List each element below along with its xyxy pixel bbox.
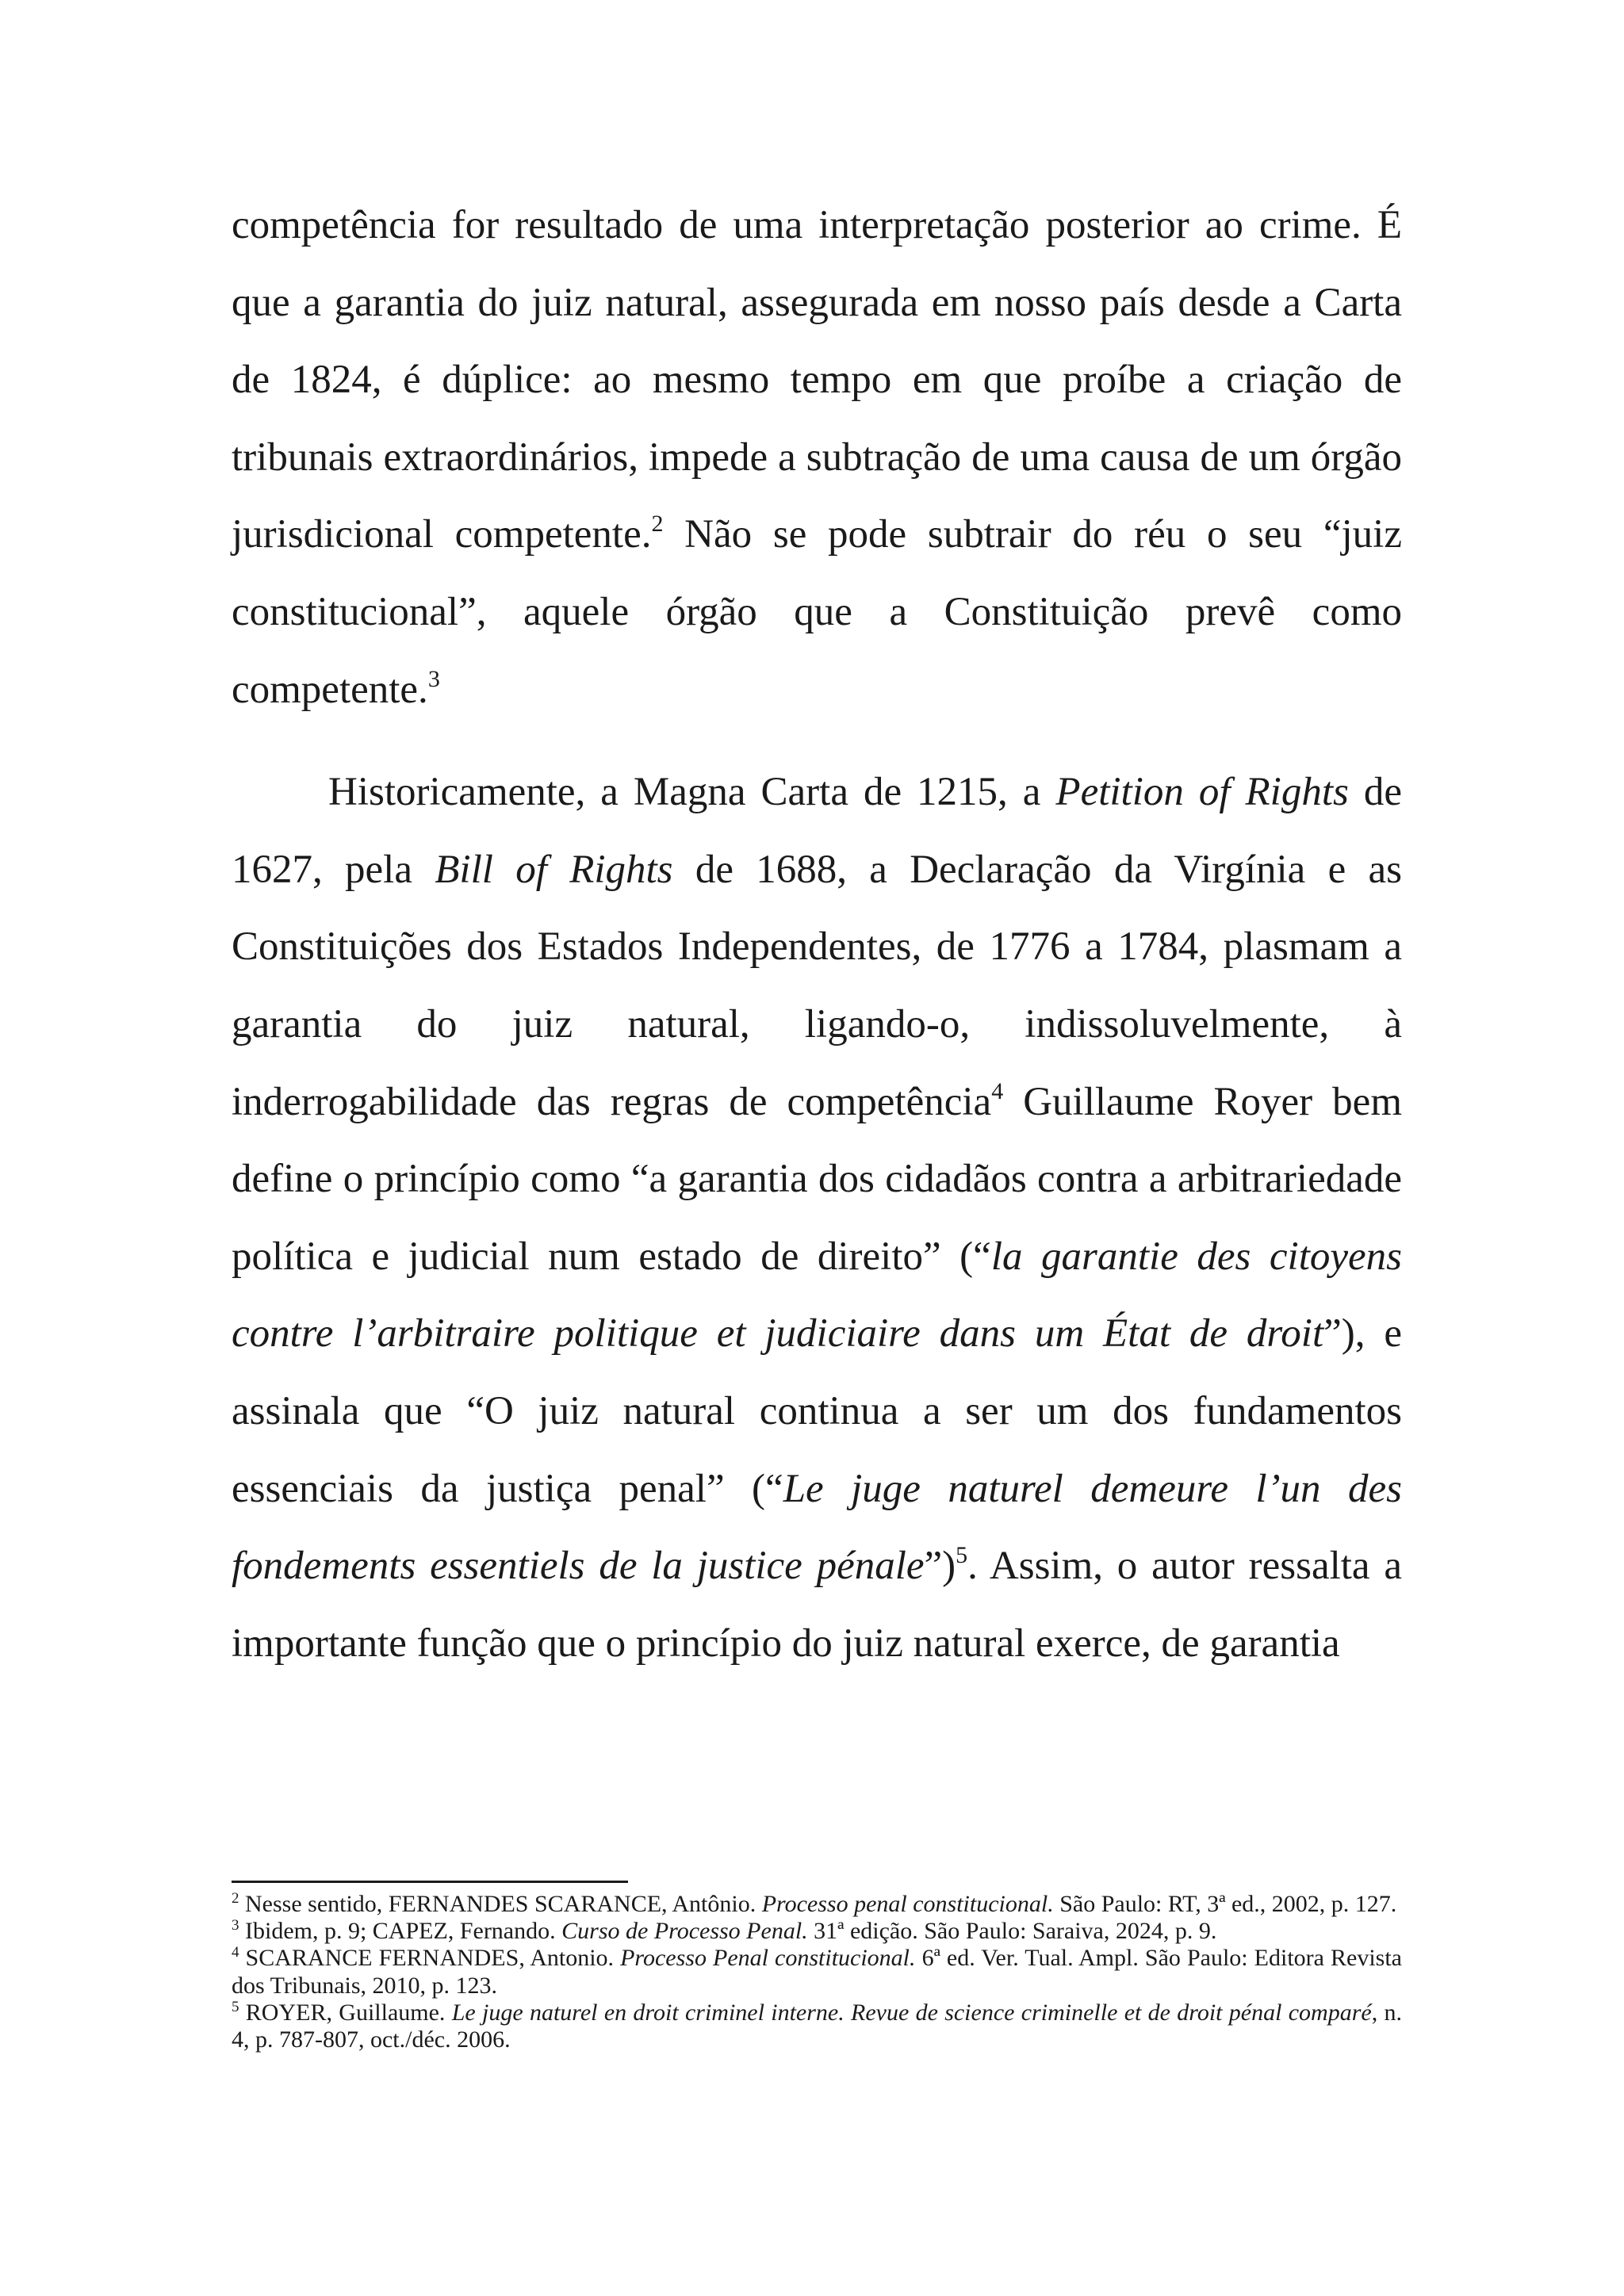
paragraph-2-text-d: Guillaume Royer bem define o princípio como “a garantia dos cidadãos contra a arbitrariedade política e judicial num estado de direito” (“ (232, 1079, 1402, 1279)
footnote-text: Nesse sentido, FERNANDES SCARANCE, Antônio. (239, 1891, 762, 1917)
paragraph-2-text-c: de 1688, a Declaração da Virgínia e as Constituições dos Estados Independentes, de 1776 a 1784, plasmam a garantia do juiz natural, ligando-o, indissoluvelmente, à inderrogabilidade das regras de competência (232, 847, 1403, 1124)
footnote-text: ROYER, Guillaume. (239, 1999, 452, 2026)
footnote-number: 3 (232, 1917, 239, 1934)
footnote-2 (232, 1891, 1402, 1918)
paragraph-1-text-b: Não se pode subtrair do réu o seu “juiz constitucional”, aquele órgão que a Constituição prevê como competente. (232, 512, 1402, 712)
footnote-ref-4[interactable]: 4 (991, 1077, 1004, 1104)
footnote-4 (232, 1945, 1402, 1999)
footnote-italic-title: Processo Penal constitucional. (620, 1945, 916, 1972)
paragraph-2-italic-quote-2: Le juge naturel demeure l’un des fondements essentiels de la justice pénale (232, 1466, 1402, 1589)
paragraph-2-italic-quote-1: la garantie des citoyens contre l’arbitraire politique et judiciaire dans um État de droit (232, 1234, 1403, 1357)
footnote-italic-title: Processo penal constitucional. (761, 1891, 1054, 1917)
paragraph-2-text-a: Historicamente, a Magna Carta de 1215, a (328, 770, 1056, 815)
footnote-text: 6ª ed. Ver. Tual. Ampl. São Paulo: Editora Revista dos Tribunais, 2010, p. 123. (232, 1945, 1402, 1999)
footnote-italic-title: Curso de Processo Penal. (561, 1918, 808, 1945)
footnote-text: SCARANCE FERNANDES, Antonio. (239, 1945, 621, 1972)
footnote-ref-3[interactable]: 3 (427, 665, 440, 692)
paragraph-1 (232, 187, 1402, 729)
paragraph-2-italic-petition: Petition of Rights (1055, 770, 1349, 815)
paragraph-2-text-f: ”) (924, 1544, 956, 1589)
paragraph-2-italic-bill: Bill of Rights (435, 847, 673, 892)
footnote-ref-5[interactable]: 5 (956, 1542, 968, 1569)
footnote-3 (232, 1918, 1402, 1945)
footnote-number: 4 (232, 1944, 239, 1961)
paragraph-2-text-e: ”), e assinala que “O juiz natural continua a ser um dos fundamentos essenciais da justiça penal” (“ (232, 1311, 1402, 1511)
paragraph-2-text-g: . Assim, o autor ressalta a importante função que o princípio do juiz natural exerce, de garantia (232, 1544, 1402, 1666)
paragraph-2-text-b: de 1627, pela (232, 770, 1402, 892)
footnotes (232, 1891, 1402, 2053)
footnote-text: Ibidem, p. 9; CAPEZ, Fernando. (239, 1918, 562, 1945)
footnote-separator (232, 1881, 628, 1883)
body-text (232, 187, 1402, 1682)
paragraph-2 (232, 754, 1402, 1682)
footnote-ref-2[interactable]: 2 (651, 511, 664, 538)
footnote-text: , n. 4, p. 787-807, oct./déc. 2006. (232, 1999, 1403, 2053)
footnote-italic-title: Le juge naturel en droit criminel interne. Revue de science criminelle et de droit pénal comparé (451, 1999, 1372, 2026)
footnote-text: São Paulo: RT, 3ª ed., 2002, p. 127. (1053, 1891, 1397, 1917)
footnote-5 (232, 1999, 1402, 2053)
footnote-number: 2 (232, 1890, 239, 1907)
footnote-number: 5 (232, 1998, 239, 2015)
footnote-text: 31ª edição. São Paulo: Saraiva, 2024, p. 9. (807, 1918, 1217, 1945)
paragraph-1-text-a: competência for resultado de uma interpretação posterior ao crime. É que a garantia do juiz natural, assegurada em nosso país desde a Carta de 1824, é dúplice: ao mesmo tempo em que proíbe a criação de tribunais extraordinários, impede a subtração de uma causa de um órgão jurisdicional competente. (232, 203, 1402, 557)
